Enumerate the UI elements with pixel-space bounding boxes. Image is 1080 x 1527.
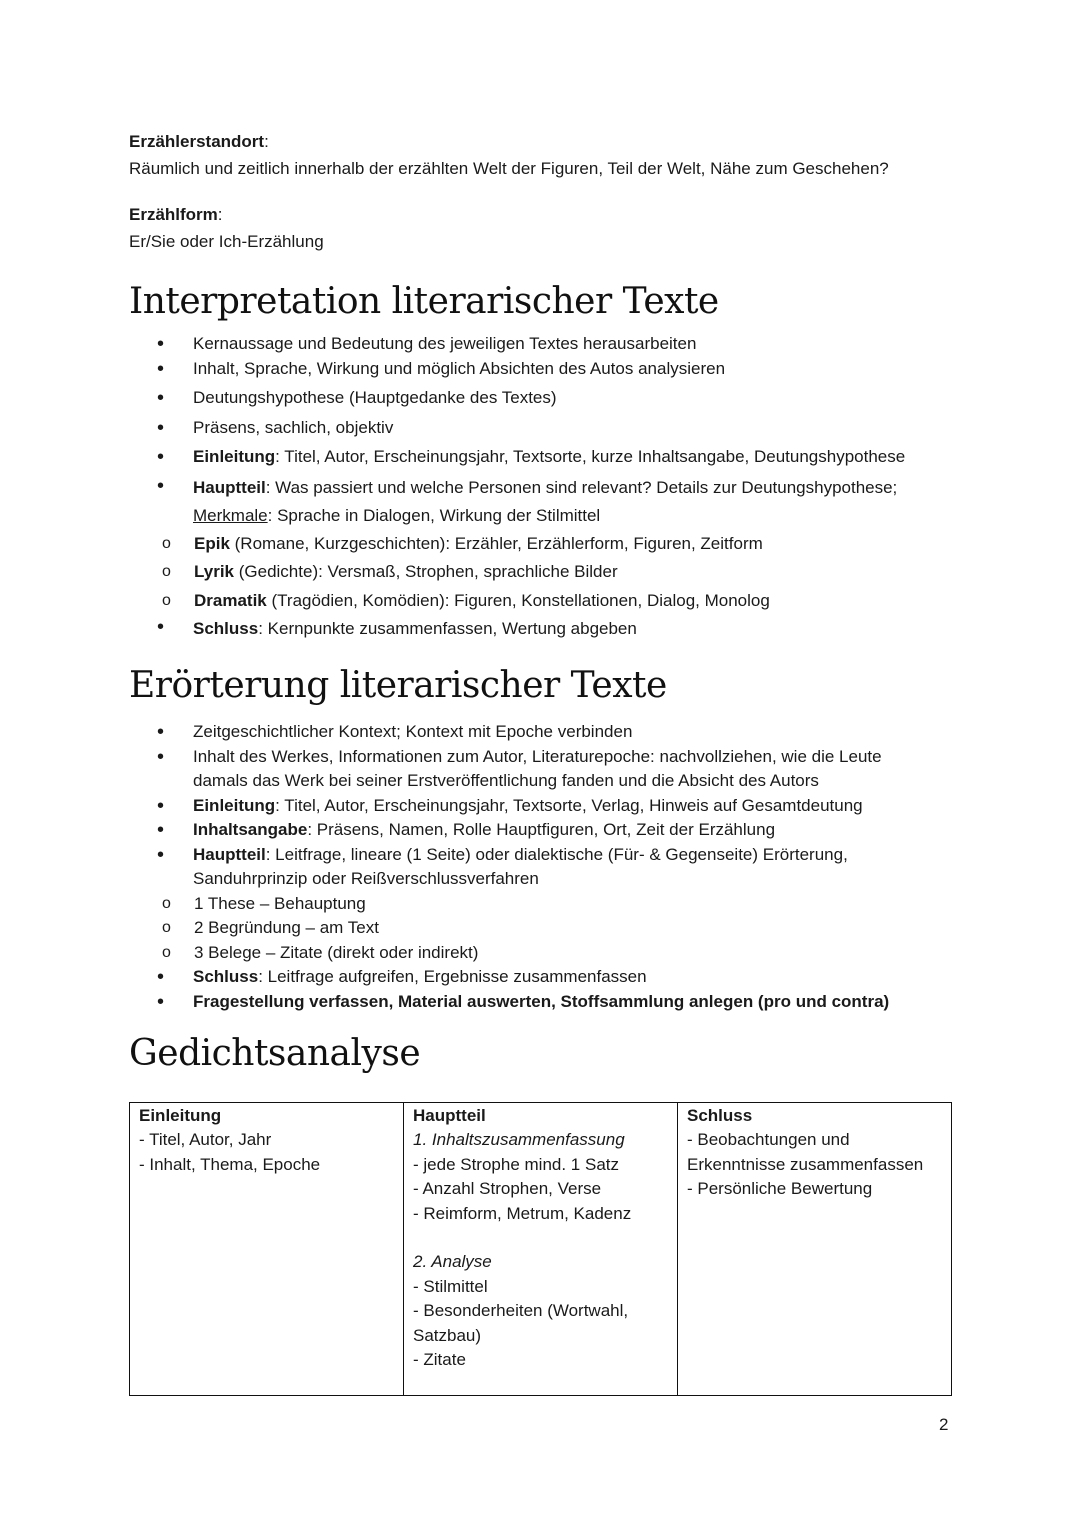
erzaehlerstandort-label-line: Erzählerstandort:	[129, 132, 269, 151]
interpretation-list	[129, 332, 952, 643]
erzaehlform-text: Er/Sie oder Ich-Erzählung	[129, 232, 324, 251]
sub-list-item	[129, 558, 952, 587]
erzaehlform-label: Erzählform	[129, 205, 218, 224]
table-cell-hauptteil	[404, 1103, 678, 1396]
table-row	[130, 1103, 952, 1396]
table-cell-schluss	[678, 1103, 952, 1396]
dramatik-label: Dramatik	[194, 590, 267, 610]
cell-line: - Besonderheiten (Wortwahl, Satzbau)	[413, 1301, 629, 1345]
gedichtsanalyse-table	[129, 1102, 952, 1396]
sub-list-item	[129, 587, 952, 616]
cell-line: - Titel, Autor, Jahr	[139, 1130, 272, 1150]
list-item	[129, 445, 952, 470]
list-item	[129, 794, 952, 819]
list-item	[129, 843, 952, 966]
erzaehlform-label-line: Erzählform:	[129, 205, 223, 224]
eroerterung-list	[129, 720, 952, 1014]
analyse-title: 2. Analyse	[413, 1252, 492, 1272]
table-cell-einleitung	[130, 1103, 404, 1396]
hauptteil-label: Hauptteil	[193, 844, 266, 864]
sub-list-item: o 2 Begründung – am Text	[129, 916, 912, 941]
hauptteil-title: Hauptteil	[413, 1106, 486, 1125]
schluss-text: : Leitfrage aufgreifen, Ergebnisse zusammenfassen	[258, 967, 647, 986]
cell-line: - Beobachtungen und Erkenntnisse zusammenfassen	[687, 1130, 924, 1174]
erzaehlerstandort-label: Erzählerstandort	[129, 132, 265, 151]
list-item: • Kernaussage und Bedeutung des jeweiligen Textes herausarbeiten	[129, 332, 952, 357]
einleitung-text: : Titel, Autor, Erscheinungsjahr, Textsorte, Verlag, Hinweis auf Gesamtdeutung	[275, 795, 863, 815]
cell-line: - Anzahl Strophen, Verse	[413, 1179, 602, 1199]
lyrik-label: Lyrik	[194, 562, 235, 581]
hauptteil-text: : Leitfrage, lineare (1 Seite) oder dialektische (Für- & Gegenseite) Erörterung, Sanduhrprinzip oder Reißverschlussverfahren	[193, 844, 848, 888]
schluss-label: Schluss	[193, 619, 259, 638]
sub-list-item	[129, 530, 952, 559]
schluss-text: : Kernpunkte zusammenfassen, Wertung abgeben	[258, 619, 637, 638]
list-item	[129, 818, 952, 843]
cell-line: - jede Strophe mind. 1 Satz	[413, 1154, 620, 1174]
list-item: • Inhalt, Sprache, Wirkung und möglich Absichten des Autos analysieren	[129, 357, 952, 382]
erzaehlerstandort-text: Räumlich und zeitlich innerhalb der erzählten Welt der Figuren, Teil der Welt, Nähe zum Geschehen?	[129, 159, 889, 178]
page-number: 2	[939, 1415, 949, 1434]
epik-text: (Romane, Kurzgeschichten): Erzähler, Erzählerform, Figuren, Zeitform	[229, 533, 763, 553]
hauptteil-label: Hauptteil	[193, 477, 266, 497]
hauptteil-text: : Was passiert und welche Personen sind relevant? Details zur Deutungshypothese;	[265, 477, 898, 497]
dramatik-text: (Tragödien, Komödien): Figuren, Konstellationen, Dialog, Monolog	[266, 590, 770, 610]
cell-line: - Inhalt, Thema, Epoche	[139, 1154, 321, 1174]
gedichtsanalyse-heading: Gedichtsanalyse	[129, 1033, 421, 1074]
eroerterung-sublist	[129, 892, 912, 966]
einleitung-label: Einleitung	[193, 795, 276, 815]
list-item	[129, 474, 952, 616]
lyrik-text: (Gedichte): Versmaß, Strophen, sprachliche Bilder	[234, 562, 618, 581]
list-item	[129, 965, 952, 990]
merkmale-label: Merkmale	[193, 505, 268, 525]
list-item: • Präsens, sachlich, objektiv	[129, 416, 952, 441]
eroerterung-heading: Erörterung literarischer Texte	[129, 665, 667, 706]
list-item	[129, 990, 952, 1015]
einleitung-text: : Titel, Autor, Erscheinungsjahr, Textsorte, kurze Inhaltsangabe, Deutungshypothese	[275, 447, 906, 466]
sub-list-item: o 3 Belege – Zitate (direkt oder indirekt)	[129, 941, 912, 966]
cell-line: - Reimform, Metrum, Kadenz	[413, 1203, 632, 1223]
list-item	[129, 615, 952, 643]
list-item: • Inhalt des Werkes, Informationen zum Autor, Literaturepoche: nachvollziehen, wie die Leute damals das Werk bei seiner Erstveröffentlichung fanden und die Absicht des Autors	[129, 745, 952, 794]
interpretation-heading: Interpretation literarischer Texte	[129, 281, 719, 322]
inhaltsangabe-text: : Präsens, Namen, Rolle Hauptfiguren, Ort, Zeit der Erzählung	[307, 820, 776, 839]
einleitung-title: Einleitung	[139, 1106, 222, 1125]
einleitung-label: Einleitung	[193, 447, 276, 466]
inhaltsangabe-label: Inhaltsangabe	[193, 820, 308, 839]
fragestellung-text: Fragestellung verfassen, Material auswerten, Stoffsammlung anlegen (pro und contra)	[193, 991, 890, 1011]
interpretation-sublist	[129, 530, 952, 616]
epik-label: Epik	[194, 533, 230, 553]
cell-line: - Zitate	[413, 1350, 466, 1370]
schluss-title: Schluss	[687, 1106, 753, 1125]
cell-line: - Persönliche Bewertung	[687, 1179, 873, 1199]
list-item: • Deutungshypothese (Hauptgedanke des Textes)	[129, 386, 952, 411]
inhaltszusammenfassung-title: 1. Inhaltszusammenfassung	[413, 1130, 625, 1150]
merkmale-text: : Sprache in Dialogen, Wirkung der Stilmittel	[267, 505, 601, 525]
schluss-label: Schluss	[193, 967, 259, 986]
list-item: • Zeitgeschichtlicher Kontext; Kontext mit Epoche verbinden	[129, 720, 952, 745]
sub-list-item: o 1 These – Behauptung	[129, 892, 912, 917]
cell-line: - Stilmittel	[413, 1276, 488, 1296]
